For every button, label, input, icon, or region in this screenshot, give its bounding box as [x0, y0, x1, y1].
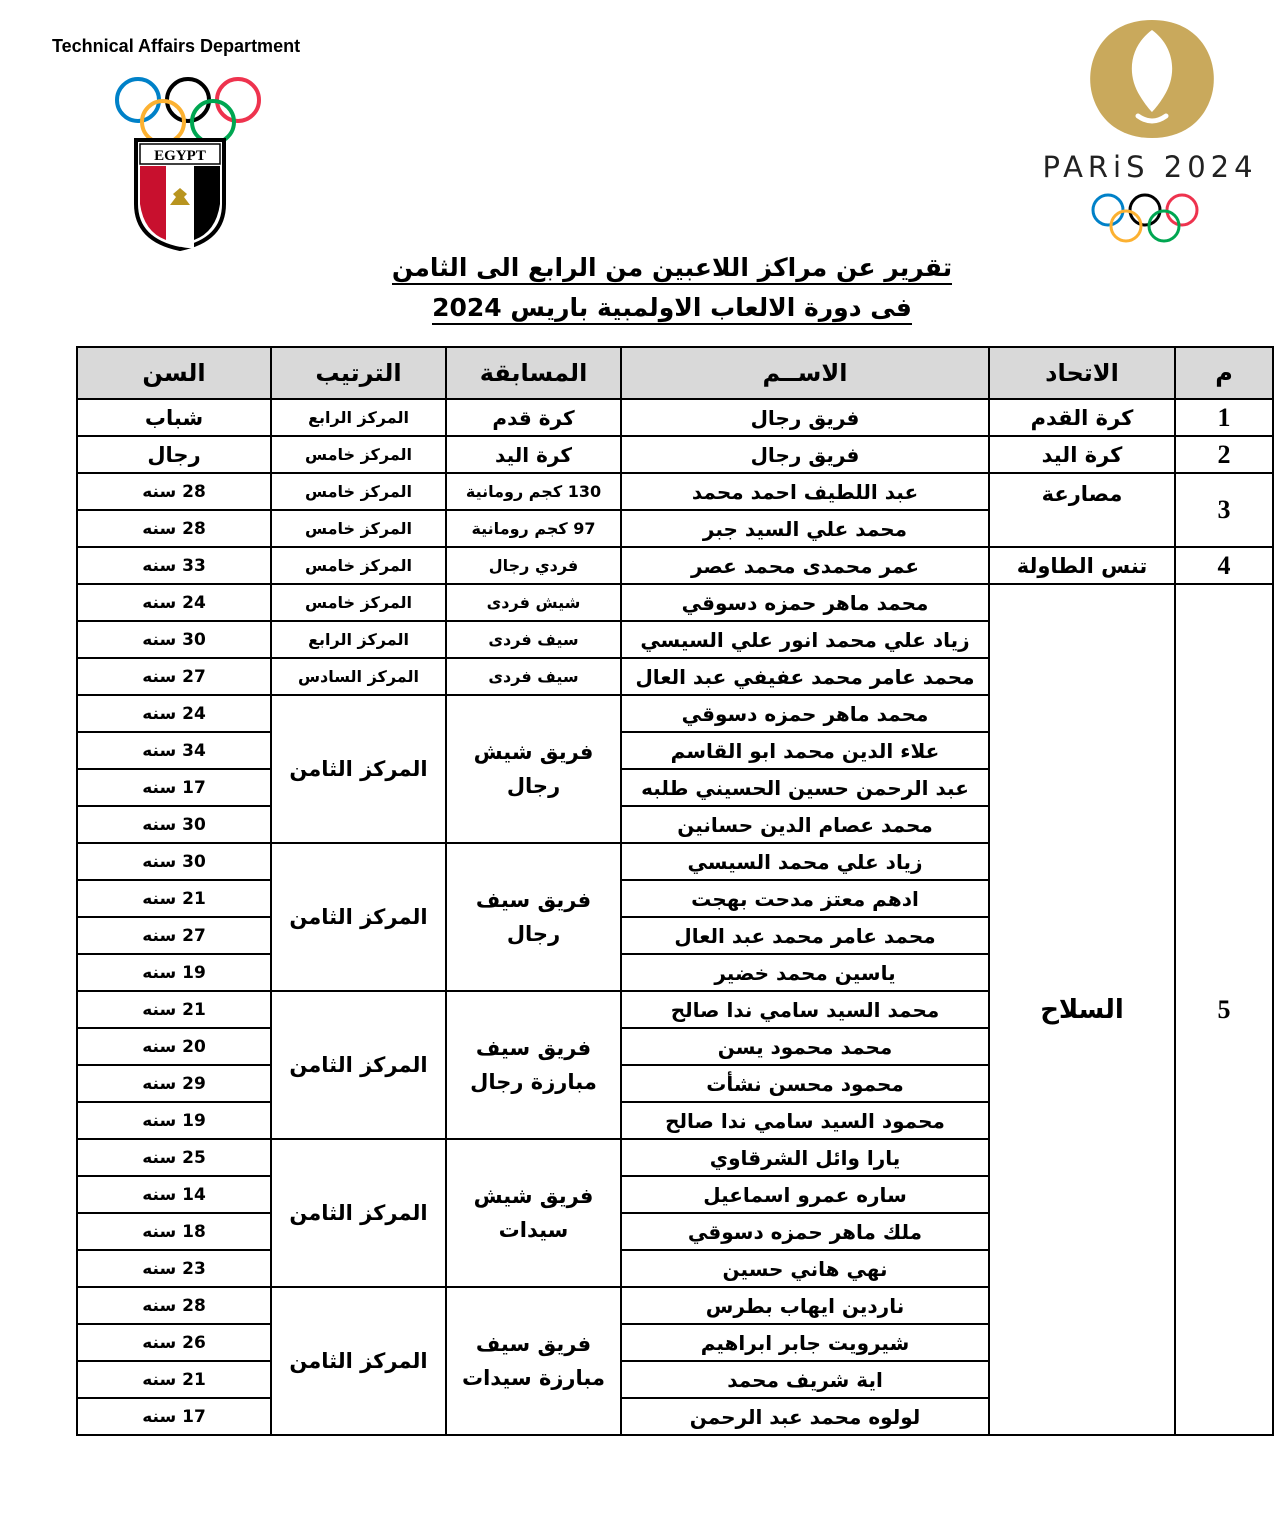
event-cell: كرة قدم	[446, 399, 621, 436]
name-cell: محمود محسن نشأت	[621, 1065, 989, 1102]
event-cell: فريق سيف مبارزة رجال	[446, 991, 621, 1139]
rank-cell: المركز خامس	[271, 547, 446, 584]
federation-cell: تنس الطاولة	[989, 547, 1175, 584]
event-cell: فريق سيف رجال	[446, 843, 621, 991]
name-cell: اية شريف محمد	[621, 1361, 989, 1398]
federation-cell: كرة القدم	[989, 399, 1175, 436]
name-cell: محمد محمود يسن	[621, 1028, 989, 1065]
results-table	[76, 346, 1274, 1436]
age-cell: 17 سنه	[77, 1398, 271, 1435]
row-number: 3	[1175, 473, 1273, 547]
name-cell: يارا وائل الشرقاوي	[621, 1139, 989, 1176]
age-cell: 26 سنه	[77, 1324, 271, 1361]
age-cell: 20 سنه	[77, 1028, 271, 1065]
rank-cell: المركز الرابع	[271, 399, 446, 436]
paris-2024-text: PARiS 2024	[1042, 150, 1258, 184]
rank-cell: المركز السادس	[271, 658, 446, 695]
age-cell: 21 سنه	[77, 991, 271, 1028]
name-cell: عبد الرحمن حسين الحسيني طلبه	[621, 769, 989, 806]
rank-cell: المركز الثامن	[271, 843, 446, 991]
paris-2024-logo	[1030, 16, 1270, 246]
rank-cell: المركز الرابع	[271, 621, 446, 658]
rank-cell: المركز خامس	[271, 584, 446, 621]
rank-cell: المركز الثامن	[271, 1287, 446, 1435]
title-line-2: فى دورة الالعاب الاولمبية باريس 2024	[432, 293, 912, 325]
age-cell: 27 سنه	[77, 658, 271, 695]
rank-cell: المركز الثامن	[271, 991, 446, 1139]
age-cell: 19 سنه	[77, 1102, 271, 1139]
name-cell: محمد ماهر حمزه دسوقي	[621, 695, 989, 732]
name-cell: ملك ماهر حمزه دسوقي	[621, 1213, 989, 1250]
event-cell: فردي رجال	[446, 547, 621, 584]
age-cell: 34 سنه	[77, 732, 271, 769]
emblem-text: EGYPT	[154, 148, 206, 164]
name-cell: ناردين ايهاب بطرس	[621, 1287, 989, 1324]
column-header: الترتيب	[271, 347, 446, 399]
egypt-olympic-committee-logo	[24, 24, 334, 322]
name-cell: عمر محمدى محمد عصر	[621, 547, 989, 584]
row-number: 2	[1175, 436, 1273, 473]
age-cell: 30 سنه	[77, 843, 271, 880]
age-cell: 33 سنه	[77, 547, 271, 584]
paris-flame-icon	[1082, 16, 1222, 140]
row-number: 1	[1175, 399, 1273, 436]
age-cell: 21 سنه	[77, 1361, 271, 1398]
row-number: 5	[1175, 584, 1273, 1435]
federation-cell: مصارعة	[989, 473, 1175, 547]
name-cell: محمد عامر محمد عبد العال	[621, 917, 989, 954]
column-header: السن	[77, 347, 271, 399]
name-cell: علاء الدين محمد ابو القاسم	[621, 732, 989, 769]
event-cell: 130 كجم رومانية	[446, 473, 621, 510]
table-row	[77, 547, 1273, 584]
event-cell: سيف فردى	[446, 621, 621, 658]
event-cell: فريق شيش رجال	[446, 695, 621, 843]
table-row	[77, 473, 1273, 510]
age-cell: 28 سنه	[77, 473, 271, 510]
age-cell: 24 سنه	[77, 584, 271, 621]
age-cell: 18 سنه	[77, 1213, 271, 1250]
age-cell: 28 سنه	[77, 1287, 271, 1324]
rank-cell: المركز الثامن	[271, 1139, 446, 1287]
rank-cell: المركز خامس	[271, 436, 446, 473]
age-cell: 21 سنه	[77, 880, 271, 917]
name-cell: محمد عامر محمد عفيفي عبد العال	[621, 658, 989, 695]
event-cell: فريق شيش سيدات	[446, 1139, 621, 1287]
title-line-1: تقرير عن مراكز اللاعبين من الرابع الى الثامن	[392, 253, 952, 285]
name-cell: عبد اللطيف احمد محمد	[621, 473, 989, 510]
rank-cell: المركز خامس	[271, 510, 446, 547]
age-cell: 27 سنه	[77, 917, 271, 954]
age-cell: 28 سنه	[77, 510, 271, 547]
column-header: المسابقة	[446, 347, 621, 399]
age-cell: 19 سنه	[77, 954, 271, 991]
name-cell: زياد علي محمد السيسي	[621, 843, 989, 880]
name-cell: محمد عصام الدين حسانين	[621, 806, 989, 843]
rank-cell: المركز خامس	[271, 473, 446, 510]
event-cell: شيش فردى	[446, 584, 621, 621]
row-number: 4	[1175, 547, 1273, 584]
event-cell: فريق سيف مبارزة سيدات	[446, 1287, 621, 1435]
name-cell: ادهم معتز مدحت بهجت	[621, 880, 989, 917]
age-cell: 29 سنه	[77, 1065, 271, 1102]
name-cell: محمد ماهر حمزه دسوقي	[621, 584, 989, 621]
column-header: الاتحاد	[989, 347, 1175, 399]
name-cell: محمد السيد سامي ندا صالح	[621, 991, 989, 1028]
egypt-shield-icon	[132, 136, 228, 252]
name-cell: ساره عمرو اسماعيل	[621, 1176, 989, 1213]
name-cell: نهي هاني حسين	[621, 1250, 989, 1287]
age-cell: 30 سنه	[77, 621, 271, 658]
department-label: Technical Affairs Department	[52, 36, 301, 56]
age-cell: 17 سنه	[77, 769, 271, 806]
age-cell: 25 سنه	[77, 1139, 271, 1176]
table-row	[77, 584, 1273, 621]
event-cell: كرة اليد	[446, 436, 621, 473]
name-cell: فريق رجال	[621, 436, 989, 473]
name-cell: شيرويت جابر ابراهيم	[621, 1324, 989, 1361]
column-header: الاســم	[621, 347, 989, 399]
age-cell: رجال	[77, 436, 271, 473]
name-cell: محمد علي السيد جبر	[621, 510, 989, 547]
olympic-rings-icon	[1090, 192, 1210, 252]
name-cell: فريق رجال	[621, 399, 989, 436]
name-cell: محمود السيد سامي ندا صالح	[621, 1102, 989, 1139]
rank-cell: المركز الثامن	[271, 695, 446, 843]
age-cell: 30 سنه	[77, 806, 271, 843]
name-cell: لولوه محمد عبد الرحمن	[621, 1398, 989, 1435]
table-row	[77, 399, 1273, 436]
report-title	[300, 248, 1044, 328]
event-cell: 97 كجم رومانية	[446, 510, 621, 547]
name-cell: ياسين محمد خضير	[621, 954, 989, 991]
federation-cell: كرة اليد	[989, 436, 1175, 473]
name-cell: زياد علي محمد انور علي السيسي	[621, 621, 989, 658]
table-row	[77, 436, 1273, 473]
age-cell: 23 سنه	[77, 1250, 271, 1287]
age-cell: شباب	[77, 399, 271, 436]
table-header-row	[77, 347, 1273, 399]
federation-cell: السلاح	[989, 584, 1175, 1435]
age-cell: 14 سنه	[77, 1176, 271, 1213]
column-header: م	[1175, 347, 1273, 399]
event-cell: سيف فردى	[446, 658, 621, 695]
age-cell: 24 سنه	[77, 695, 271, 732]
